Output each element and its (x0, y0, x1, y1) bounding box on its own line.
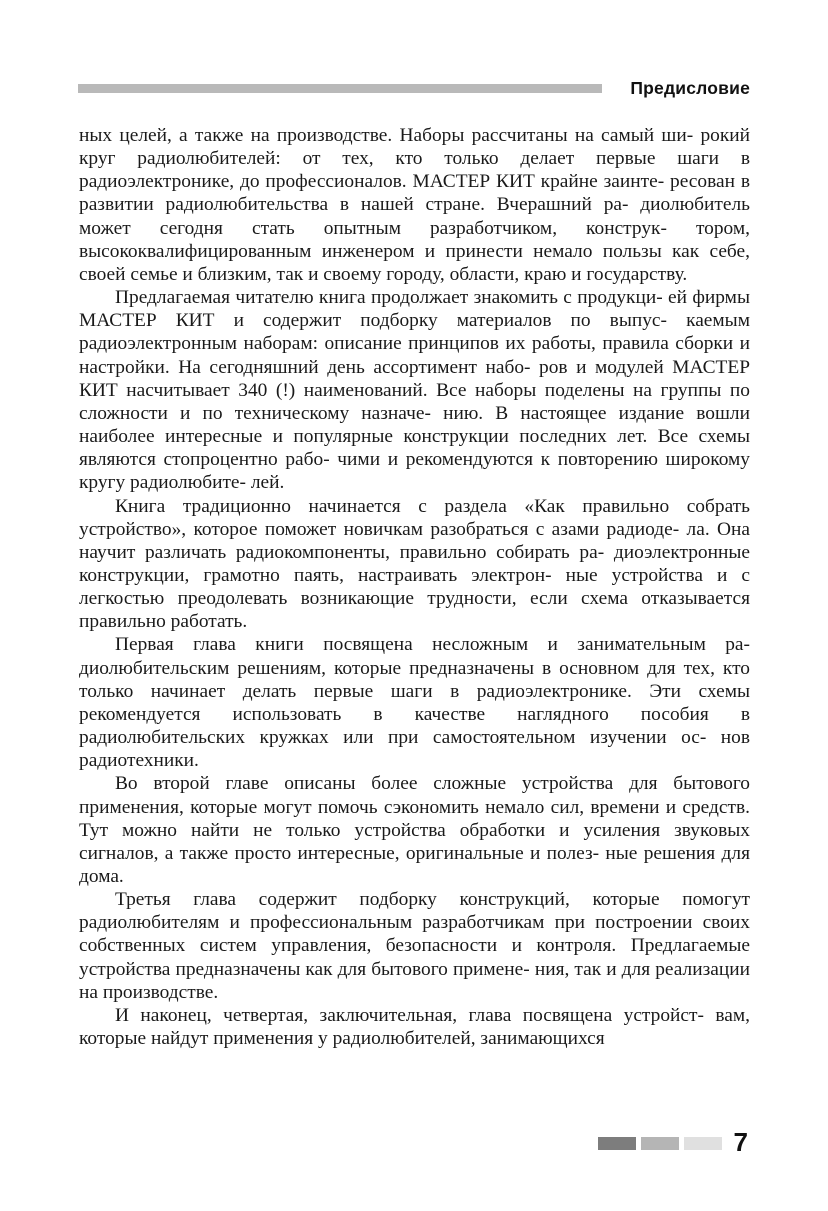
text-line: нию. В настоящее издание вошли наиболее интересные и популярные (79, 402, 750, 448)
text-line: схемы рекомендуется использовать в качестве наглядного пособия в (79, 680, 750, 725)
paragraph-7 (79, 1004, 750, 1050)
text-line: И наконец, четвертая, заключительная, глава посвящена устройст- (115, 1004, 704, 1026)
text-line: радиолюбительских кружках или при самостоятельном изучении ос- (79, 727, 707, 749)
text-line: применения, которые могут помочь сэкономить немало сил, времени и (79, 796, 677, 818)
text-line: ла. Она научит различать радиокомпоненты, правильно собирать ра- (79, 518, 750, 563)
text-line: каемым радиоэлектронным наборам: описание принципов их работы, (79, 310, 750, 355)
text-line: правила сборки и настройки. На сегодняшний день ассортимент набо- (79, 333, 751, 378)
text-line: диоэлектронные конструкции, грамотно паять, настраивать электрон- (79, 541, 750, 586)
running-header (78, 76, 750, 100)
footer-bar-light (684, 1137, 722, 1150)
text-line: чими и рекомендуются к повторению широкому кругу радиолюбите- (79, 449, 750, 494)
text-line: средств. Тут можно найти не только устройства обработки и усиления (79, 796, 750, 841)
text-line: Предлагаемые устройства предназначены как для бытового примене- (79, 935, 750, 980)
text-line: Третья глава содержит подборку конструкций, которые помогут (115, 889, 750, 911)
text-line: ров и модулей МАСТЕР КИТ насчитывает 340 (!) наименований. Все (79, 356, 750, 401)
text-line: ресован в развитии радиолюбительства в нашей стране. Вчерашний ра- (79, 171, 750, 216)
text-line: ные устройства и с легкостью преодолевать возникающие трудности, (79, 564, 750, 610)
paragraph-6 (79, 888, 750, 1004)
text-line: ных целей, а также на производстве. Наборы рассчитаны на самый ши- (79, 125, 694, 146)
text-line: Во второй главе описаны более сложные устройства для бытового (115, 773, 750, 795)
text-line: нов радиотехники. (79, 727, 750, 772)
text-line: радиолюбителям и профессиональным разработчикам при построении (79, 912, 693, 934)
header-rule (78, 84, 602, 93)
page-number: 7 (733, 1127, 748, 1157)
text-line: своих собственных систем управления, безопасности и контроля. (79, 912, 750, 957)
text-line: ные решения для дома. (79, 842, 750, 887)
text-line: ей фирмы МАСТЕР КИТ и содержит подборку материалов по выпус- (79, 287, 750, 332)
text-line: краю и государству. (524, 263, 688, 285)
section-title: Предисловие (630, 78, 750, 98)
paragraph-2 (79, 286, 750, 494)
footer-bar-dark (598, 1137, 636, 1150)
text-line: ния, так и для реализации на производстве. (79, 958, 750, 1003)
text-line: рокий круг радиолюбителей: от тех, кто только делает первые шаги в (79, 125, 751, 170)
page-body (79, 124, 750, 1050)
paragraph-4 (79, 633, 750, 772)
text-line: тором, высококвалифицированным инженером и принести немало (79, 217, 750, 262)
text-line: лей. (250, 472, 285, 494)
text-line: Первая глава книги посвящена несложным и занимательным ра- (115, 634, 750, 656)
text-line: пользы как себе, своей семье и близким, так и своему городу, области, (79, 240, 750, 285)
text-line: устройство», которое поможет новичкам разобраться с азами радиоде- (79, 518, 680, 540)
text-line: конструкции последних лет. Все схемы являются стопроцентно рабо- (79, 426, 750, 471)
text-line: вам, которые найдут применения у радиолюбителей, занимающихся (79, 1004, 750, 1050)
footer-bar-mid (641, 1137, 679, 1150)
text-line: диолюбитель может сегодня стать опытным разработчиком, конструк- (79, 194, 750, 239)
text-line: если схема отказывается правильно работать. (79, 588, 750, 633)
text-line: наборы поделены на группы по сложности и по техническому назначе- (79, 379, 750, 424)
paragraph-3 (79, 495, 750, 634)
paragraph-1 (79, 124, 750, 286)
text-line: Книга традиционно начинается с раздела «Как правильно собрать (115, 495, 750, 517)
paragraph-5 (79, 772, 750, 888)
text-line: Предлагаемая читателю книга продолжает знакомить с продукци- (115, 287, 663, 309)
text-line: тех, кто только начинает делать первые шаги в радиоэлектронике. Эти (79, 657, 750, 702)
text-line: радиоэлектронике, до профессионалов. МАСТЕР КИТ крайне заинте- (79, 171, 665, 193)
page-footer (598, 1128, 750, 1158)
text-line: звуковых сигналов, а также просто интересные, оригинальные и полез- (79, 819, 750, 864)
text-line: диолюбительским решениям, которые предназначены в основном для (79, 657, 676, 679)
